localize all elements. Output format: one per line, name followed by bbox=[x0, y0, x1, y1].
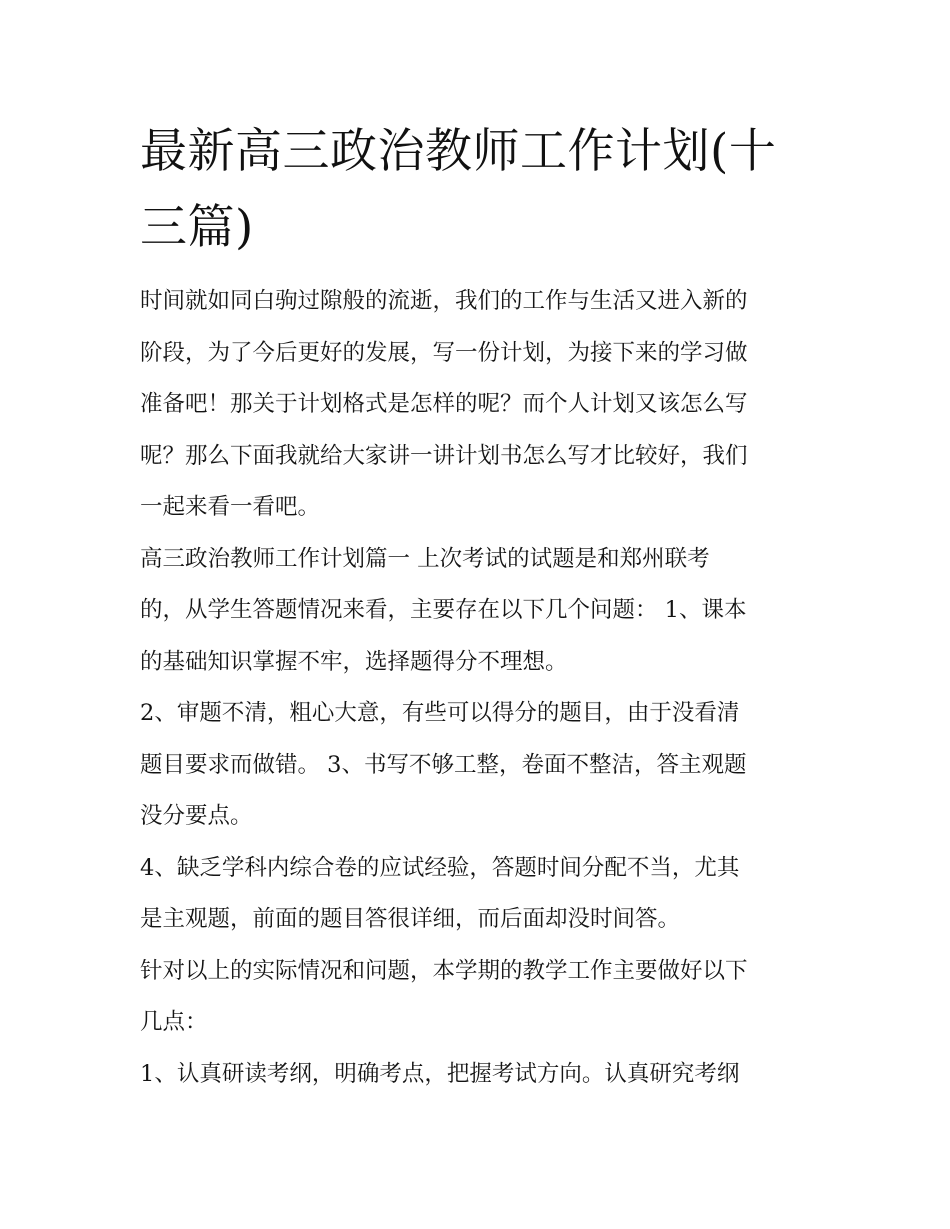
text-line: 没分要点。 bbox=[140, 803, 253, 829]
text-line: 的基础知识掌握不牢，选择题得分不理想。 bbox=[140, 648, 568, 675]
text-line: 的，从学生答题情况来看，主要存在以下几个问题： 1、课本 bbox=[140, 597, 747, 623]
text-line: 题目要求而做错。 3、书写不够工整，卷面不整洁，答主观题 bbox=[140, 751, 747, 778]
text-line: 1、认真研读考纲，明确考点，把握考试方向。认真研究考纲 bbox=[140, 1060, 740, 1087]
text-line: 是主观题，前面的题目答很详细，而后面却没时间答。 bbox=[140, 906, 681, 932]
title-line: 三篇) bbox=[140, 200, 254, 255]
document-body bbox=[140, 276, 816, 1100]
paragraph-intro bbox=[140, 276, 816, 534]
document-title bbox=[140, 114, 820, 266]
text-line: 2、审题不清，粗心大意，有些可以得分的题目，由于没看清 bbox=[140, 700, 740, 726]
text-line: 一起来看一看吧。 bbox=[140, 494, 321, 520]
title-line: 最新高三政治教师工作计划(十 bbox=[140, 124, 777, 179]
text-line: 高三政治教师工作计划篇一 上次考试的试题是和郑州联考 bbox=[140, 545, 710, 572]
paragraph-measure-one bbox=[140, 1049, 816, 1101]
paragraph-measures-intro bbox=[140, 946, 816, 1049]
text-line: 4、缺乏学科内综合卷的应试经验，答题时间分配不当，尤其 bbox=[140, 854, 740, 881]
text-line: 针对以上的实际情况和问题，本学期的教学工作主要做好以下 bbox=[140, 957, 748, 984]
paragraph-issue-four bbox=[140, 843, 816, 946]
text-line: 呢？那么下面我就给大家讲一讲计划书怎么写才比较好，我们 bbox=[140, 442, 748, 469]
text-line: 准备吧！那关于计划格式是怎样的呢？而个人计划又该怎么写 bbox=[140, 391, 748, 417]
text-line: 阶段，为了今后更好的发展，写一份计划，为接下来的学习做 bbox=[140, 339, 748, 366]
paragraph-issue-two-three bbox=[140, 688, 816, 843]
text-line: 几点： bbox=[140, 1009, 208, 1035]
paragraph-article-one bbox=[140, 534, 816, 689]
text-line: 时间就如同白驹过隙般的流逝，我们的工作与生活又进入新的 bbox=[140, 288, 748, 314]
